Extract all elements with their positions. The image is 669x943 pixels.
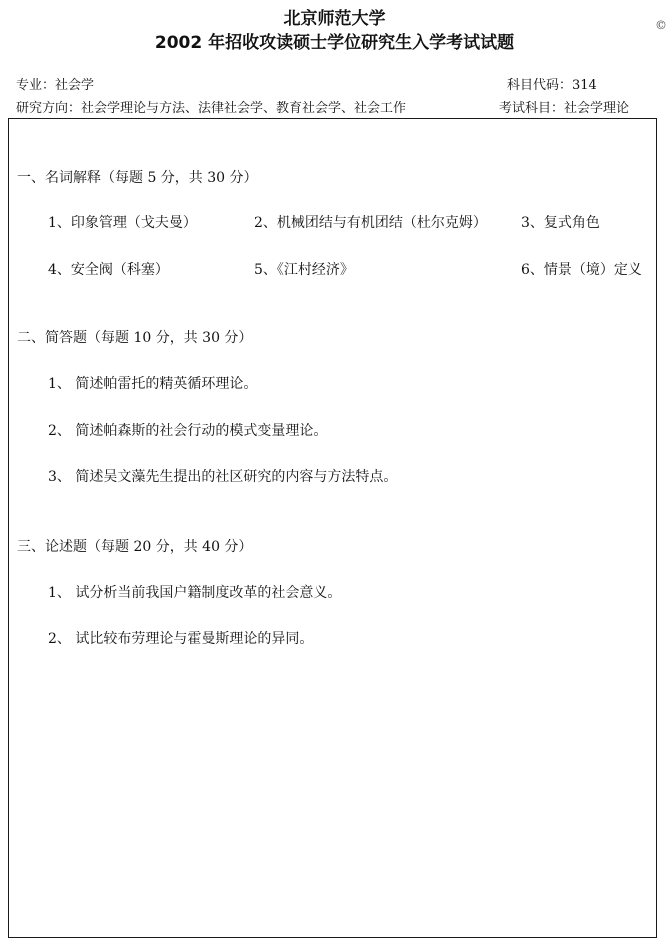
definition-item-2: 2、机械团结与有机团结（杜尔克姆） xyxy=(254,215,487,231)
section-title-definitions: 一、名词解释（每题 5 分，共 30 分） xyxy=(17,170,258,186)
exam-title: 2002 年招收攻读硕士学位研究生入学考试试题 xyxy=(154,33,515,53)
essay-item-1: 1、 试分析当前我国户籍制度改革的社会意义。 xyxy=(48,585,342,601)
essay-item-2: 2、 试比较布劳理论与霍曼斯理论的异同。 xyxy=(48,631,314,647)
short-answer-item-1: 1、 简述帕雷托的精英循环理论。 xyxy=(48,376,258,392)
university-title: 北京师范大学 xyxy=(283,9,386,29)
short-answer-item-2: 2、 简述帕森斯的社会行动的模式变量理论。 xyxy=(48,423,328,439)
definition-item-1: 1、印象管理（戈夫曼） xyxy=(48,215,197,231)
short-answer-item-3: 3、 简述吴文藻先生提出的社区研究的内容与方法特点。 xyxy=(48,469,398,485)
exam-subject-label: 考试科目：社会学理论 xyxy=(499,101,630,116)
margin-mark: © xyxy=(655,18,667,32)
definition-item-5: 5、《江村经济》 xyxy=(254,262,354,278)
definition-item-4: 4、安全阀（科塞） xyxy=(48,262,169,278)
subject-code-label: 科目代码：314 xyxy=(507,78,597,93)
major-label: 专业：社会学 xyxy=(16,78,95,93)
section-title-short-answer: 二、简答题（每题 10 分，共 30 分） xyxy=(17,330,253,346)
definition-item-3: 3、复式角色 xyxy=(521,215,600,231)
question-frame xyxy=(8,118,657,938)
research-direction-label: 研究方向：社会学理论与方法、法律社会学、教育社会学、社会工作 xyxy=(16,101,407,116)
section-title-essay: 三、论述题（每题 20 分，共 40 分） xyxy=(17,539,253,555)
definition-item-6: 6、情景（境）定义 xyxy=(521,262,642,278)
